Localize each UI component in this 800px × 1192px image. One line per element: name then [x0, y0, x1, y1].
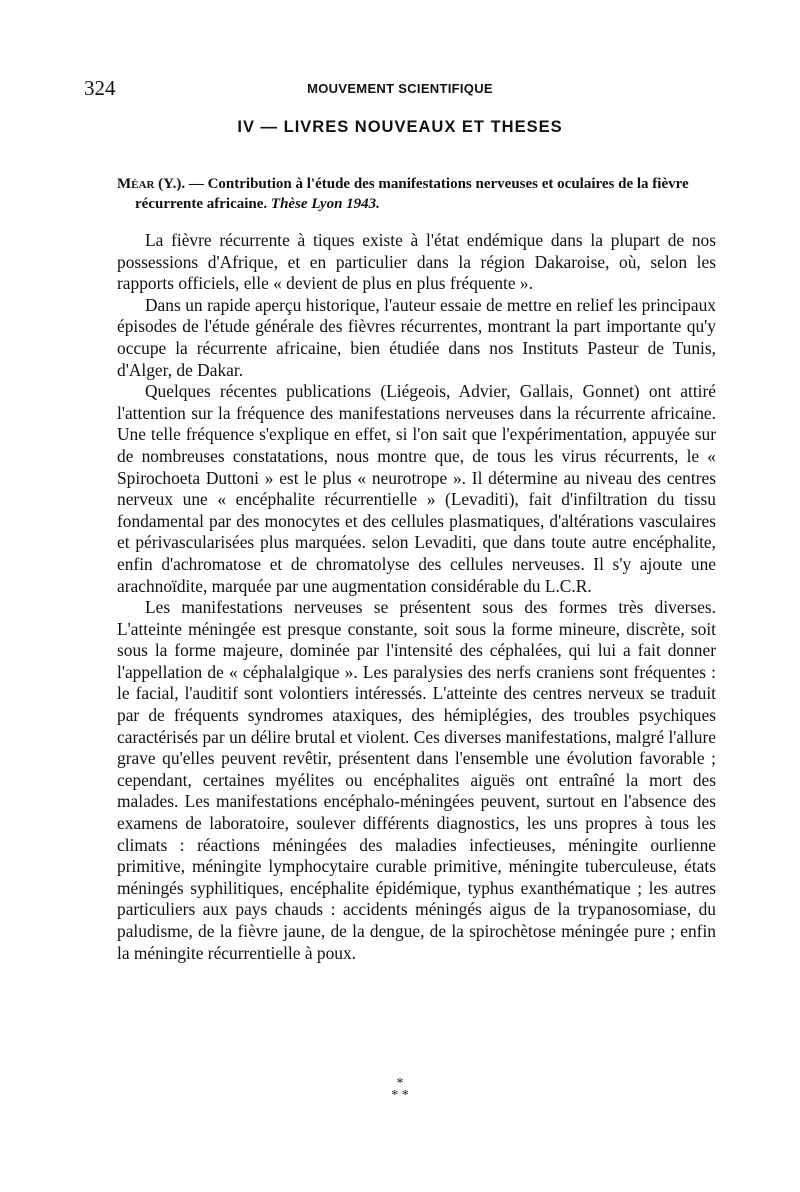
- running-head: [84, 76, 716, 100]
- running-title: MOUVEMENT SCIENTIFIQUE: [307, 81, 493, 96]
- paragraph-4: Les manifestations nerveuses se présentent sous des formes très diverses. L'atteinte méningée est presque constante, soit sous la forme mineure, discrète, soit sous la forme majeure, dominée par l'intensité des céphalées, qui lui a fait donner l'appellation de « céphalalgique ». Les paralysies des nerfs craniens sont fréquentes : le facial, l'auditif sont volontiers intéressés. L'atteinte des centres nerveux se traduit par de fréquents syndromes ataxiques, des hémiplégies, des troubles psychiques caractérisés par un délire brutal et violent. Ces diverses manifestations, malgré l'allure grave qu'elles peuvent revêtir, présentent dans l'ensemble une évolution favorable ; cependant, certaines myélites ou encéphalites aiguës ont entraîné la mort des malades. Les manifestations encéphalo-méningées peuvent, surtout en l'absence des examens de laboratoire, soulever différents diagnostics, les uns propres à tous les climats : réactions méningées des maladies infectieuses, méningite ourlienne primitive, méningite lymphocytaire curable primitive, méningite tuberculeuse, états méningés syphilitiques, encéphalite épidémique, typhus exanthématique ; les autres particuliers aux pays chauds : accidents méningés aigus de la trypanosomiase, du paludisme, de la fièvre jaune, de la dengue, de la spirochètose méningée pure ; enfin la méningite récurrentielle à poux.: [117, 597, 716, 963]
- paragraph-1: La fièvre récurrente à tiques existe à l'état endémique dans la plupart de nos possessions d'Afrique, et en particulier dans la région Dakaroise, où, selon les rapports officiels, elle « devient de plus en plus fréquente ».: [117, 230, 716, 294]
- paragraph-3: Quelques récentes publications (Liégeois, Advier, Gallais, Gonnet) ont attiré l'attention sur la fréquence des manifestations nerveuses dans la récurrente africaine. Une telle fréquence s'explique en effet, si l'on sait que l'expérimentation, appuyée sur de nombreuses constatations, nous montre que, de tous les virus récurrents, le « Spirochoeta Duttoni » est le plus « neurotrope ». Il détermine au niveau des centres nerveux une « encéphalite récurrentielle » (Levaditi), fait d'infiltration du tissu fondamental par des monocytes et des cellules plasmatiques, d'altérations vasculaires et périvascularisées plus marquées. selon Levaditi, que dans toute autre encéphalite, enfin d'achromatose et de chromatolyse des cellules nerveuses. Il s'y ajoute une arachnoïdite, marquée par une augmentation considérable du L.C.R.: [117, 381, 716, 596]
- reference-author: Méar (Y.).: [117, 176, 186, 192]
- paragraph-2: Dans un rapide aperçu historique, l'auteur essaie de mettre en relief les principaux épisodes de l'étude générale des fièvres récurrentes, montrant la part importante qu'y occupe la récurrente africaine, bien étudiée dans nos Instituts Pasteur de Tunis, d'Alger, de Dakar.: [117, 294, 716, 380]
- reference-title: — Contribution à l'étude des manifestations nerveuses et oculaires de la fièvre récurrente africaine.: [135, 176, 689, 212]
- asterism-bottom: * *: [391, 1088, 409, 1103]
- reference-source: Thèse Lyon 1943.: [270, 196, 380, 212]
- asterism-ornament: [0, 1078, 800, 1102]
- bibliographic-reference: [117, 174, 714, 214]
- page-number: 324: [84, 76, 116, 100]
- section-heading: IV — LIVRES NOUVEAUX ET THESES: [237, 118, 563, 136]
- asterism-top: *: [396, 1076, 404, 1091]
- body-text: [117, 230, 716, 964]
